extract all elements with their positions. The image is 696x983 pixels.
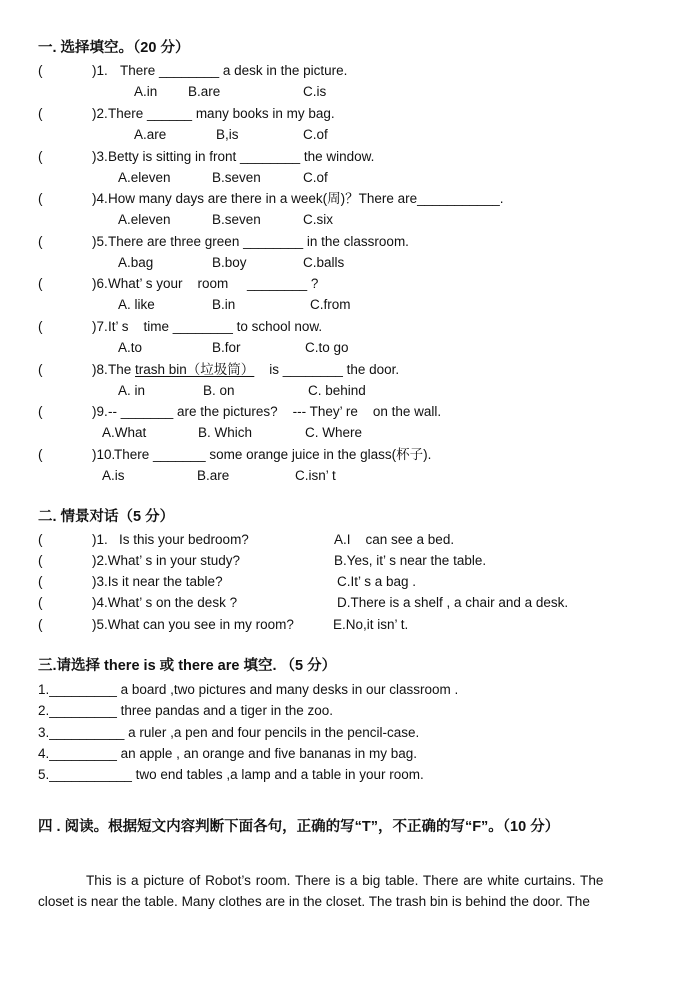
choice-a: A.to xyxy=(118,340,143,355)
choice-c: C.is xyxy=(303,84,327,99)
choice-a: A.eleven xyxy=(118,212,171,227)
dialog-question: )1. Is this your bedroom? xyxy=(92,532,249,547)
fill-in-sentence: 2._________ three pandas and a tiger in the zoo. xyxy=(38,703,333,718)
answer-paren: ( xyxy=(38,234,43,249)
dialog-answer-option: A.I can see a bed. xyxy=(334,532,455,547)
choice-a: A.bag xyxy=(118,255,154,270)
dialog-question: )5.What can you see in my room? xyxy=(92,617,294,632)
choice-a: A.are xyxy=(134,127,167,142)
choice-b: B.seven xyxy=(212,170,261,185)
dialog-question: )2.What’ s in your study? xyxy=(92,553,241,568)
choice-c: C.to go xyxy=(305,340,349,355)
question-text: Betty is sitting in front ________ the window. xyxy=(108,149,375,164)
question-number: )2. xyxy=(92,106,108,121)
reading-paragraph-line-1: This is a picture of Robot’s room. There is a big table. There are white curtains. The xyxy=(86,873,604,888)
question-text: -- _______ are the pictures? --- They’ re on the wall. xyxy=(108,404,442,419)
choice-b: B. on xyxy=(203,383,235,398)
choice-b: B,is xyxy=(216,127,239,142)
choice-a: A.What xyxy=(102,425,147,440)
answer-paren: ( xyxy=(38,447,43,462)
choice-a: A.eleven xyxy=(118,170,171,185)
choice-c: C.isn’ t xyxy=(295,468,336,483)
section4-heading: 四 . 阅读。根据短文内容判断下面各句，正确的写“T”，不正确的写“F”。（10 分） xyxy=(38,819,560,835)
fill-in-sentence: 4._________ an apple , an orange and five bananas in my bag. xyxy=(38,746,418,761)
question-number: )5. xyxy=(92,234,108,249)
choice-a: A. like xyxy=(118,297,155,312)
question-number: )9. xyxy=(92,404,108,419)
choice-c: C.of xyxy=(303,170,328,185)
dialog-question: )4.What’ s on the desk ? xyxy=(92,595,238,610)
answer-paren: ( xyxy=(38,532,43,547)
question-text: There ______ many books in my bag. xyxy=(108,106,335,121)
question-text-post: is ________ the door. xyxy=(254,362,400,377)
choice-c: C. Where xyxy=(305,425,363,440)
choice-b: B.boy xyxy=(212,255,247,270)
question-number: )10. xyxy=(92,447,116,462)
question-text: There are three green ________ in the classroom. xyxy=(108,234,409,249)
answer-paren: ( xyxy=(38,63,43,78)
choice-b: B.seven xyxy=(212,212,261,227)
section2-heading: 二. 情景对话（5 分） xyxy=(38,509,175,525)
question-text: It’ s time ________ to school now. xyxy=(108,319,323,334)
underlined-term: trash bin（垃圾筒） xyxy=(135,362,255,377)
question-number: )3. xyxy=(92,149,108,164)
choice-b: B.are xyxy=(197,468,230,483)
question-text: There _______ some orange juice in the glass(杯子). xyxy=(114,447,432,462)
answer-paren: ( xyxy=(38,617,43,632)
dialog-answer-option: C.It’ s a bag . xyxy=(337,574,417,589)
answer-paren: ( xyxy=(38,149,43,164)
dialog-question: )3.Is it near the table? xyxy=(92,574,223,589)
reading-paragraph-line-2: closet is near the table. Many clothes are in the closet. The trash bin is behind the door. The xyxy=(38,894,590,909)
choice-c: C.from xyxy=(310,297,351,312)
dialog-answer-option: D.There is a shelf , a chair and a desk. xyxy=(337,595,569,610)
fill-in-sentence: 1._________ a board ,two pictures and many desks in our classroom . xyxy=(38,682,459,697)
question-number: )4. xyxy=(92,191,108,206)
answer-paren: ( xyxy=(38,553,43,568)
answer-paren: ( xyxy=(38,362,43,377)
choice-b: B.for xyxy=(212,340,241,355)
choice-c: C.six xyxy=(303,212,333,227)
answer-paren: ( xyxy=(38,106,43,121)
dialog-answer-option: E.No,it isn’ t. xyxy=(333,617,409,632)
choice-b: B.are xyxy=(188,84,221,99)
fill-in-sentence: 5.___________ two end tables ,a lamp and a table in your room. xyxy=(38,767,424,782)
choice-b: B. Which xyxy=(198,425,253,440)
question-text: How many days are there in a week(周)？There are___________. xyxy=(108,191,504,206)
choice-b: B.in xyxy=(212,297,236,312)
section1-heading: 一. 选择填空。（20 分） xyxy=(38,40,190,56)
question-number: )7. xyxy=(92,319,108,334)
answer-paren: ( xyxy=(38,595,43,610)
question-text: What’ s your room ________ ? xyxy=(108,276,319,291)
section3-heading: 三.请选择 there is 或 there are 填空. （5 分） xyxy=(38,658,337,674)
question-number: )6. xyxy=(92,276,108,291)
choice-c: C.balls xyxy=(303,255,345,270)
answer-paren: ( xyxy=(38,191,43,206)
choice-c: C. behind xyxy=(308,383,366,398)
answer-paren: ( xyxy=(38,404,43,419)
answer-paren: ( xyxy=(38,574,43,589)
choice-a: A.is xyxy=(102,468,125,483)
answer-paren: ( xyxy=(38,276,43,291)
dialog-answer-option: B.Yes, it’ s near the table. xyxy=(334,553,487,568)
question-text xyxy=(108,363,399,377)
question-number: )1. xyxy=(92,63,108,78)
answer-paren: ( xyxy=(38,319,43,334)
question-number: )8. xyxy=(92,362,108,377)
choice-a: A. in xyxy=(118,383,146,398)
choice-c: C.of xyxy=(303,127,328,142)
question-text-pre: The xyxy=(108,362,136,377)
fill-in-sentence: 3.__________ a ruler ,a pen and four pencils in the pencil-case. xyxy=(38,725,420,740)
question-text: There ________ a desk in the picture. xyxy=(120,63,348,78)
choice-a: A.in xyxy=(134,84,158,99)
